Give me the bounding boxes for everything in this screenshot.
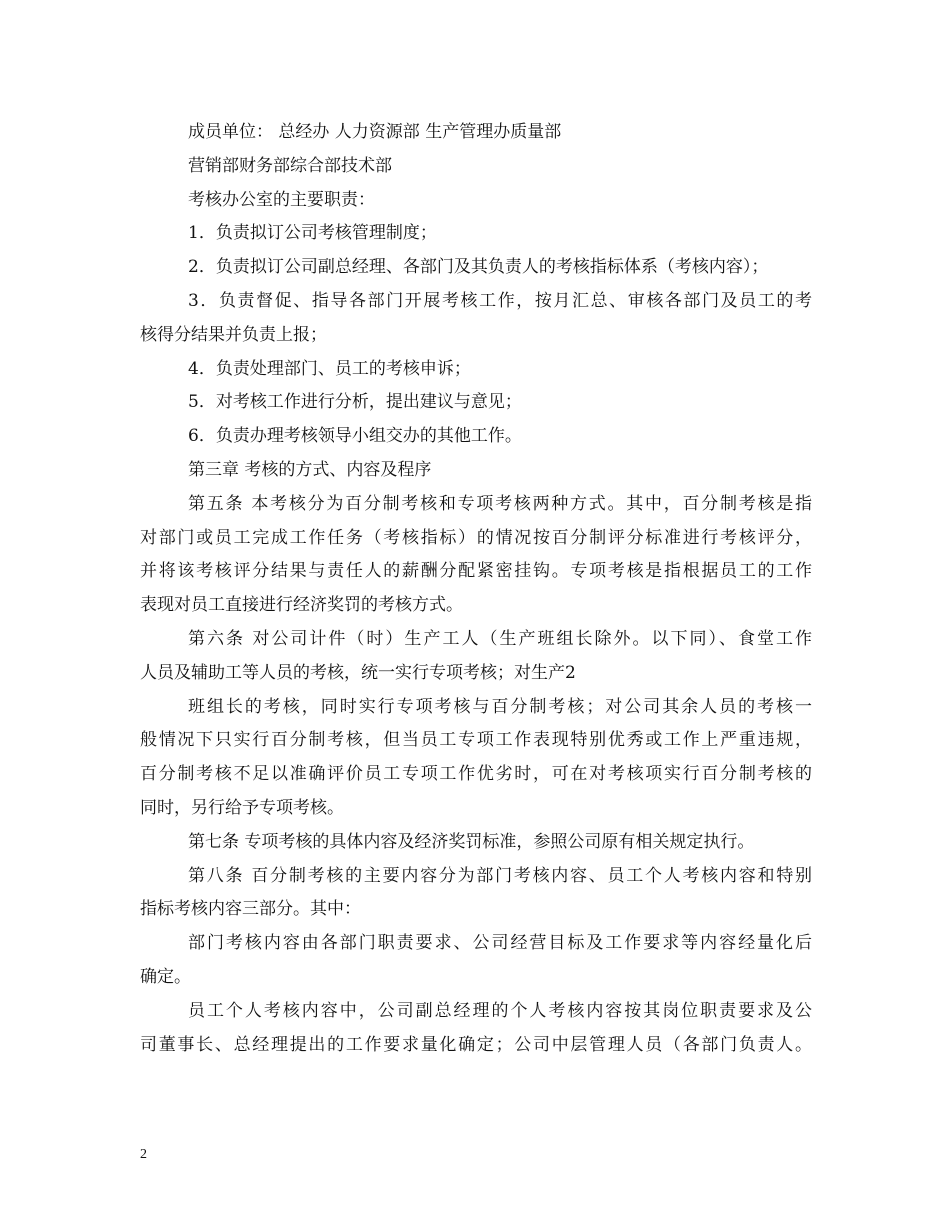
text-line: 对部门或员工完成工作任务（考核指标）的情况按百分制评分标准进行考核评分， [140, 527, 812, 548]
text-line: 营销部财务部综合部技术部 [188, 155, 392, 176]
text-line: 表现对员工直接进行经济奖罚的考核方式。 [140, 595, 463, 616]
text-line: 2．负责拟订公司副总经理、各部门及其负责人的考核指标体系（考核内容）； [188, 257, 769, 278]
document-body [140, 116, 812, 1062]
text-line: 4．负责处理部门、员工的考核申诉； [188, 358, 471, 379]
page-number: 2 [140, 1147, 147, 1162]
text-line: 部门考核内容由各部门职责要求、公司经营目标及工作要求等内容经量化后 [188, 933, 812, 954]
text-line: 成员单位： 总经办 人力资源部 生产管理办质量部 [188, 122, 562, 142]
text-line: 考核办公室的主要职责： [188, 189, 375, 210]
text-line: 员工个人考核内容中，公司副总经理的个人考核内容按其岗位职责要求及公 [188, 1000, 812, 1021]
text-line: 第八条 百分制考核的主要内容分为部门考核内容、员工个人考核内容和特别 [188, 865, 812, 886]
text-line: 般情况下只实行百分制考核，但当员工专项工作表现特别优秀或工作上严重违规， [140, 730, 812, 751]
text-line: 第六条 对公司计件（时）生产工人（生产班组长除外。以下同）、食堂工作 [188, 628, 812, 649]
text-line: 3．负责督促、指导各部门开展考核工作，按月汇总、审核各部门及员工的考 [188, 290, 812, 311]
text-line: 核得分结果并负责上报； [140, 324, 327, 345]
text-line: 第七条 专项考核的具体内容及经济奖罚标准，参照公司原有相关规定执行。 [188, 831, 755, 852]
text-line: 1．负责拟订公司考核管理制度； [188, 223, 437, 244]
text-line: 第五条 本考核分为百分制考核和专项考核两种方式。其中，百分制考核是指 [188, 493, 812, 514]
text-line: 百分制考核不足以准确评价员工专项工作优劣时，可在对考核项实行百分制考核的 [140, 764, 812, 785]
text-line: 司董事长、总经理提出的工作要求量化确定；公司中层管理人员（各部门负责人。 [140, 1034, 812, 1055]
text-line: 并将该考核评分结果与责任人的薪酬分配紧密挂钩。专项考核是指根据员工的工作 [140, 561, 812, 582]
text-line: 班组长的考核，同时实行专项考核与百分制考核；对公司其余人员的考核一 [188, 696, 812, 717]
text-line: 指标考核内容三部分。其中： [140, 899, 361, 920]
text-line: 人员及辅助工等人员的考核，统一实行专项考核；对生产2 [140, 662, 576, 683]
text-line: 6．负责办理考核领导小组交办的其他工作。 [188, 426, 522, 447]
text-line: 同时，另行给予专项考核。 [140, 797, 344, 818]
text-line: 第三章 考核的方式、内容及程序 [188, 459, 432, 480]
text-line: 确定。 [140, 966, 191, 987]
text-line: 5．对考核工作进行分析，提出建议与意见； [188, 392, 522, 413]
